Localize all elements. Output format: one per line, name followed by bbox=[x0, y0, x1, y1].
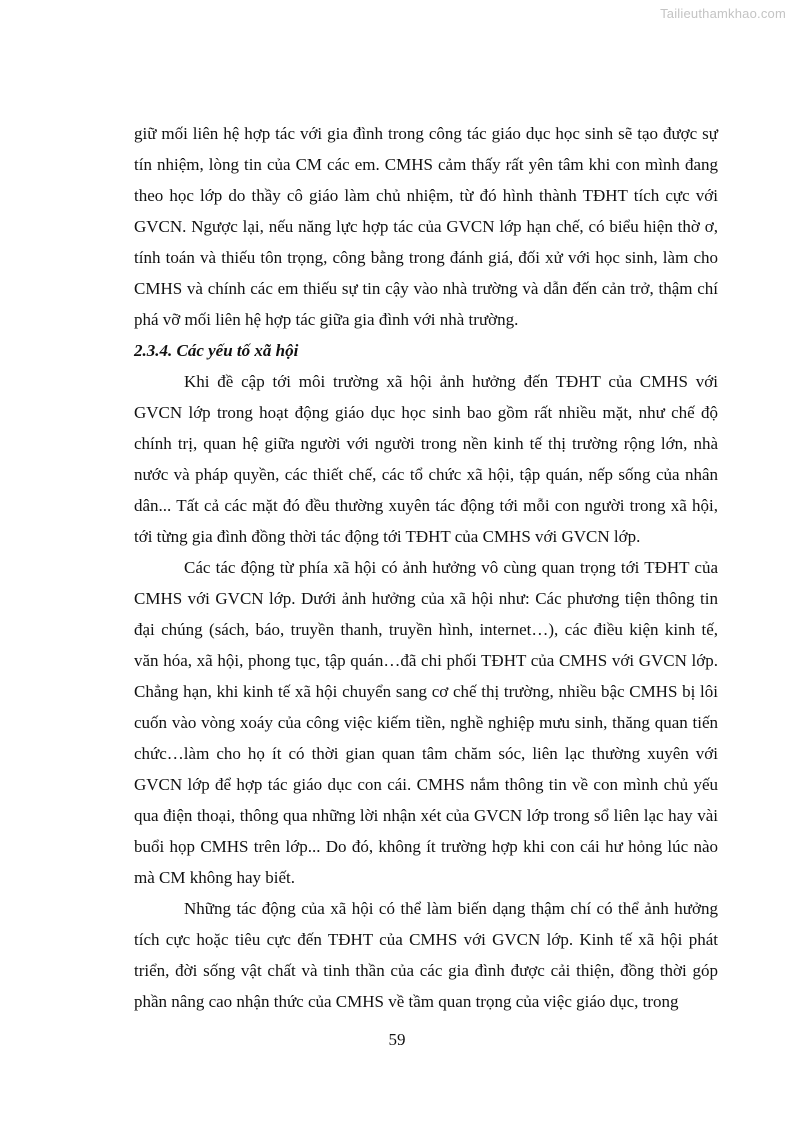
paragraph-continuation: giữ mối liên hệ hợp tác với gia đình trong công tác giáo dục học sinh sẽ tạo được sự tín nhiệm, lòng tin của CM các em. CMHS cảm thấy rất yên tâm khi con mình đang theo học lớp do thầy cô giáo làm chủ nhiệm, từ đó hình thành TĐHT tích cực với GVCN. Ngược lại, nếu năng lực hợp tác của GVCN lớp hạn chế, có biểu hiện thờ ơ, tính toán và thiếu tôn trọng, công bằng trong đánh giá, đối xử với học sinh, làm cho CMHS và chính các em thiếu sự tin cậy vào nhà trường và dẫn đến cản trở, thậm chí phá vỡ mối liên hệ hợp tác giữa gia đình với nhà trường. bbox=[134, 124, 718, 329]
paragraph-social-impacts: Các tác động từ phía xã hội có ảnh hưởng vô cùng quan trọng tới TĐHT của CMHS với GVCN lớp. Dưới ảnh hưởng của xã hội như: Các phương tiện thông tin đại chúng (sách, báo, truyền thanh, truyền hình, internet…), các điều kiện kinh tế, văn hóa, xã hội, phong tục, tập quán…đã chi phối TĐHT của CMHS với GVCN lớp. Chẳng hạn, khi kinh tế xã hội chuyển sang cơ chế thị trường, nhiều bậc CMHS bị lôi cuốn vào vòng xoáy của công việc kiếm tiền, nghề nghiệp mưu sinh, thăng quan tiến chức…làm cho họ ít có thời gian quan tâm chăm sóc, liên lạc thường xuyên với GVCN lớp để hợp tác giáo dục con cái. CMHS nắm thông tin về con mình chủ yếu qua điện thoại, thông qua những lời nhận xét của GVCN lớp trong sổ liên lạc hay vài buổi họp CMHS trên lớp... Do đó, không ít trường hợp khi con cái hư hỏng lúc nào mà CM không hay biết. bbox=[134, 558, 718, 887]
page-number: 59 bbox=[388, 1030, 406, 1049]
page-body bbox=[134, 118, 718, 1017]
paragraph-social-effects: Những tác động của xã hội có thể làm biến dạng thậm chí có thể ảnh hưởng tích cực hoặc tiêu cực đến TĐHT của CMHS với GVCN lớp. Kinh tế xã hội phát triển, đời sống vật chất và tinh thần của các gia đình được cải thiện, đồng thời góp phần nâng cao nhận thức của CMHS về tầm quan trọng của việc giáo dục, trong bbox=[134, 899, 718, 1011]
paragraph-social-environment: Khi đề cập tới môi trường xã hội ảnh hưởng đến TĐHT của CMHS với GVCN lớp trong hoạt động giáo dục học sinh bao gồm rất nhiều mặt, như chế độ chính trị, quan hệ giữa người với người trong nền kinh tế thị trường rộng lớn, nhà nước và pháp quyền, các thiết chế, các tổ chức xã hội, tập quán, nếp sống của nhân dân... Tất cả các mặt đó đều thường xuyên tác động tới mỗi con người trong xã hội, tới từng gia đình đồng thời tác động tới TĐHT của CMHS với GVCN lớp. bbox=[134, 372, 718, 546]
watermark-text: Tailieuthamkhao.com bbox=[660, 6, 786, 21]
section-heading: 2.3.4. Các yếu tố xã hội bbox=[134, 341, 299, 360]
